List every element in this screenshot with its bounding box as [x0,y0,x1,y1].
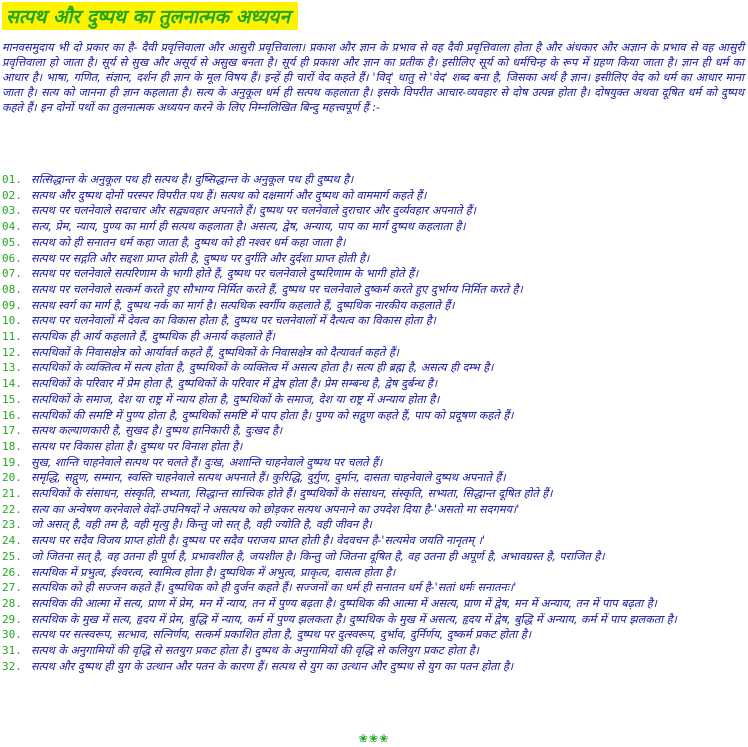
item-text: सत्पथिक के मुख में सत्य, हृदय में प्रेम, बुद्धि में न्याय, कर्म में पुण्य झलकता है। दुष्पथिक के मुख में असत्य, हृदय में द्वेष, बुद्धि में अन्याय, कर्म में पाप झलकता है। [31,612,677,626]
list-item [0,565,746,581]
item-number: 21. [2,487,22,501]
list-item [0,282,746,298]
item-number: 07. [2,267,22,281]
list-item [0,392,746,408]
intro-paragraph: मानवसमुदाय भी दो प्रकार का है- दैवी प्रवृत्तिवाला और आसुरी प्रवृत्तिवाला। प्रकाश और ज्ञान के प्रभाव से वह दैवी प्रवृत्तिवाला होता है और अंधकार और अज्ञान के प्रभाव से वह आसुरी प्रवृत्तिवाला हो जाता है। सूर्य से सुख और असूर्य से असुख बनता है। सूर्य ही प्रकाश और ज्ञान का प्रतीक है। इसीलिए सूर्य को धर्मचिन्ह के रूप में ग्रहण किया जाता है। ज्ञान ही धर्म का आधार है। भाषा, गणित, संज्ञान, दर्शन ही ज्ञान के मूल विषय हैं। इन्हें ही चारों वेद कहते हैं। 'विद्' धातु से 'वेद' शब्द बना है, जिसका अर्थ है ज्ञान। इसीलिए वेद को धर्म का आधार माना जाता है। सत्य को जानना ही ज्ञान कहलाता है। सत्य के अनुकूल धर्म ही सत्पथ कहलाता है। इसके विपरीत आचार-व्यवहार से दोष उत्पन्न होता है। दोषयुक्त अथवा दूषित धर्म को दुष्पथ कहते हैं। इन दोनों पथों का तुलनात्मक अध्ययन करने के लिए निम्नलिखित बिन्दु महत्त्वपूर्ण हैं :- [2,41,744,114]
comparison-list [0,172,746,675]
item-number: 10. [2,314,22,328]
list-item [0,345,746,361]
item-number: 13. [2,361,22,375]
item-text: सत्पथ पर चलनेवाले सदाचार और सद्व्यवहार अपनाते हैं। दुष्पथ पर चलनेवाले दुराचार और दुर्व्यवहार अपनाते हैं। [31,204,476,218]
list-item [0,313,746,329]
list-item [0,596,746,612]
list-item [0,627,746,643]
item-number: 27. [2,581,22,595]
item-number: 31. [2,644,22,658]
item-number: 19. [2,455,22,469]
list-item [0,486,746,502]
item-text: सत्य का अन्वेषण करनेवाले वेदों-उपनिषदों ने असत्पथ को छोड़कर सत्पथ अपनाने का उपदेश दिया है-'असतो मा सदगमय।' [31,502,520,516]
item-number: 09. [2,298,22,312]
list-item [0,659,746,675]
item-number: 11. [2,330,22,344]
list-item [0,580,746,596]
item-number: 24. [2,534,22,548]
item-text: सत्पथिक की आत्मा में सत्य, प्राण में प्रेम, मन में न्याय, तन में पुण्य बढ़ता है। दुष्पथिक की आत्मा में असत्य, प्राण में द्वेष, मन में अन्याय, तन में पाप बढ़ता है। [31,596,657,610]
list-item [0,251,746,267]
list-item [0,612,746,628]
item-number: 06. [2,251,22,265]
list-item [0,408,746,424]
item-number: 23. [2,518,22,532]
list-item [0,533,746,549]
item-text: जो जितना सत् है, वह उतना ही पूर्ण है, प्रभावशील है, जयशील है। किन्तु जो जितना दूषित है, वह उतना ही अपूर्ण है, अभावग्रस्त है, पराजित है। [31,549,605,563]
item-number: 26. [2,565,22,579]
item-text: सत्सिद्धान्त के अनुकूल पथ ही सत्पथ है। दुष्सिद्धान्त के अनुकूल पथ ही दुष्पथ है। [31,173,354,186]
item-text: सत्पथ पर सदैव विजय प्राप्त होती है। दुष्पथ पर सदैव पराजय प्राप्त होती है। वेदवचन है-'सत्यमेव जयति नानृतम् ।' [31,534,486,548]
list-item [0,235,746,251]
item-text: सत्पथ पर सत्स्वरूप, सत्भाव, सत्निर्णय, सत्कर्म प्रकाशित होता है, दुष्पथ पर दुत्स्वरूप, दुर्भाव, दुर्निर्णय, दुष्कर्म प्रकट होता है। [31,628,532,642]
item-number: 14. [2,377,22,391]
item-text: सत्पथ पर विकास होता है। दुष्पथ पर विनाश होता है। [31,439,243,453]
item-number: 30. [2,628,22,642]
footer-ornament: ❀❀❀ [358,732,390,745]
list-item [0,470,746,486]
item-number: 16. [2,408,22,422]
item-number: 12. [2,345,22,359]
list-item [0,360,746,376]
item-number: 08. [2,282,22,296]
item-text: सत्पथ स्वर्ग का मार्ग है, दुष्पथ नर्क का मार्ग है। सत्पथिक स्वर्गीय कहलाते हैं, दुष्पथिक नारकीय कहलाते हैं। [31,298,455,312]
item-text: सत्पथिकों के समाज, देश या राष्ट्र में न्याय होता है, दुष्पथिकों के समाज, देश या राष्ट्र में अन्याय होता है। [31,392,440,406]
item-text: सत्पथ पर चलनेवाले सत्परिणाम के भागी होते हैं, दुष्पथ पर चलनेवाले दुष्परिणाम के भागी होते हैं। [31,267,419,281]
item-text: सत्पथिक में प्रभुत्व, ईश्वरत्व, स्वामित्व होता है। दुष्पथिक में अभुत्व, प्राकृत्व, दासत्व होता है। [31,565,396,579]
item-number: 04. [2,220,22,234]
list-item [0,423,746,439]
item-number: 03. [2,204,22,218]
list-item [0,266,746,282]
item-number: 22. [2,502,22,516]
list-item [0,172,746,188]
item-text: सत्पथिकों की समष्टि में पुण्य होता है, दुष्पथिकों समष्टि में पाप होता है। पुण्य को सद्गुण कहते हैं, पाप को प्रदूषण कहते हैं। [31,408,514,422]
list-item [0,203,746,219]
item-number: 25. [2,549,22,563]
list-item [0,298,746,314]
item-number: 02. [2,188,22,202]
item-number: 17. [2,424,22,438]
item-text: सत्पथिकों के संसाधन, संस्कृति, सभ्यता, सिद्धान्त सात्त्विक होते हैं। दुष्पथिकों के संसाधन, संस्कृति, सभ्यता, सिद्धान्त दूषित होते हैं। [31,487,553,501]
item-text: जो असत् है, वही तम है, वही मृत्यु है। किन्तु जो सत् है, वही ज्योति है, वही जीवन है। [31,518,372,532]
item-text: सत्य, प्रेम, न्याय, पुण्य का मार्ग ही सत्पथ कहलाता है। असत्य, द्वेष, अन्याय, पाप का मार्ग दुष्पथ कहलाता है। [31,220,466,234]
item-number: 05. [2,235,22,249]
item-number: 28. [2,596,22,610]
item-text: सत्पथ के अनुगामियों की वृद्धि से सतयुग प्रकट होता है। दुष्पथ के अनुगामियों की वृद्धि से कलियुग प्रकट होता है। [31,644,479,658]
list-item [0,549,746,565]
list-item [0,219,746,235]
list-item [0,455,746,471]
item-text: सत्पथ पर सद्गति और सद्दशा प्राप्त होती है, दुष्पथ पर दुर्गति और दुर्दशा प्राप्त होती है। [31,251,370,265]
item-text: सत्पथिकों के निवासक्षेत्र को आर्यावर्त कहते हैं, दुष्पथिकों के निवासक्षेत्र को दैत्यावर्त कहते हैं। [31,345,400,359]
list-item [0,329,746,345]
item-text: सत्पथिक को ही सज्जन कहते हैं। दुष्पथिक को ही दुर्जन कहते हैं। सज्जनों का धर्म ही सनातन धर्म है-'सतां धर्मः सनातनः।' [31,581,517,595]
list-item [0,502,746,518]
item-text: सत्पथ और दुष्पथ ही युग के उत्थान और पतन के कारण हैं। सत्पथ से युग का उत्थान और दुष्पथ से युग का पतन होता है। [31,659,514,673]
item-text: सत्पथ कल्याणकारी है, सुखद है। दुष्पथ हानिकारी है, दुःखद है। [31,424,283,438]
item-number: 29. [2,612,22,626]
item-number: 01. [2,173,22,186]
item-text: सत्पथिकों के व्यक्तित्व में सत्य होता है, दुष्पथिकों के व्यक्तित्व में असत्य होता है। सत्य ही ब्रह्म है, असत्य ही दम्भ है। [31,361,494,375]
list-item [0,376,746,392]
item-text: सत्पथिक ही आर्य कहलाते हैं, दुष्पथिक ही अनार्य कहलाते हैं। [31,330,275,344]
item-text: सत्पथ और दुष्पथ दोनों परस्पर विपरीत पथ हैं। सत्पथ को दक्षमार्ग और दुष्पथ को वाममार्ग कहते हैं। [31,188,427,202]
item-text: सुख, शान्ति चाहनेवाले सत्पथ पर चलते हैं। दुःख, अशान्ति चाहनेवाले दुष्पथ पर चलते हैं। [31,455,383,469]
item-text: सत्पथ पर चलनेवालों में देवत्व का विकास होता है, दुष्पथ पर चलनेवालों में दैत्यत्व का विकास होता है। [31,314,436,328]
item-text: सत्पथिकों के परिवार में प्रेम होता है, दुष्पथिकों के परिवार में द्वेष होता है। प्रेम सम्बन्ध है, द्वेष दुर्बन्ध है। [31,377,438,391]
item-text: सत्पथ को ही सनातन धर्म कहा जाता है, दुष्पथ को ही नश्वर धर्म कहा जाता है। [31,235,346,249]
list-item [0,439,746,455]
item-text: समृद्धि, सद्गुण, सम्मान, स्वस्ति चाहनेवाले सत्पथ अपनाते हैं। कुरिद्धि, दुर्गुण, दुर्मान, दासता चाहनेवाले दुष्पथ अपनाते हैं। [31,471,506,485]
item-text: सत्पथ पर चलनेवाले सत्कर्म करते हुए सौभाग्य निर्मित करते हैं, दुष्पथ पर चलनेवाले दुष्कर्म करते हुए दुर्भाग्य निर्मित करते है। [31,282,523,296]
list-item [0,643,746,659]
list-item [0,188,746,204]
item-number: 32. [2,659,22,673]
list-item [0,517,746,533]
item-number: 20. [2,471,22,485]
page-title: सत्पथ और दुष्पथ का तुलनात्मक अध्ययन [2,2,298,30]
item-number: 18. [2,439,22,453]
item-number: 15. [2,392,22,406]
